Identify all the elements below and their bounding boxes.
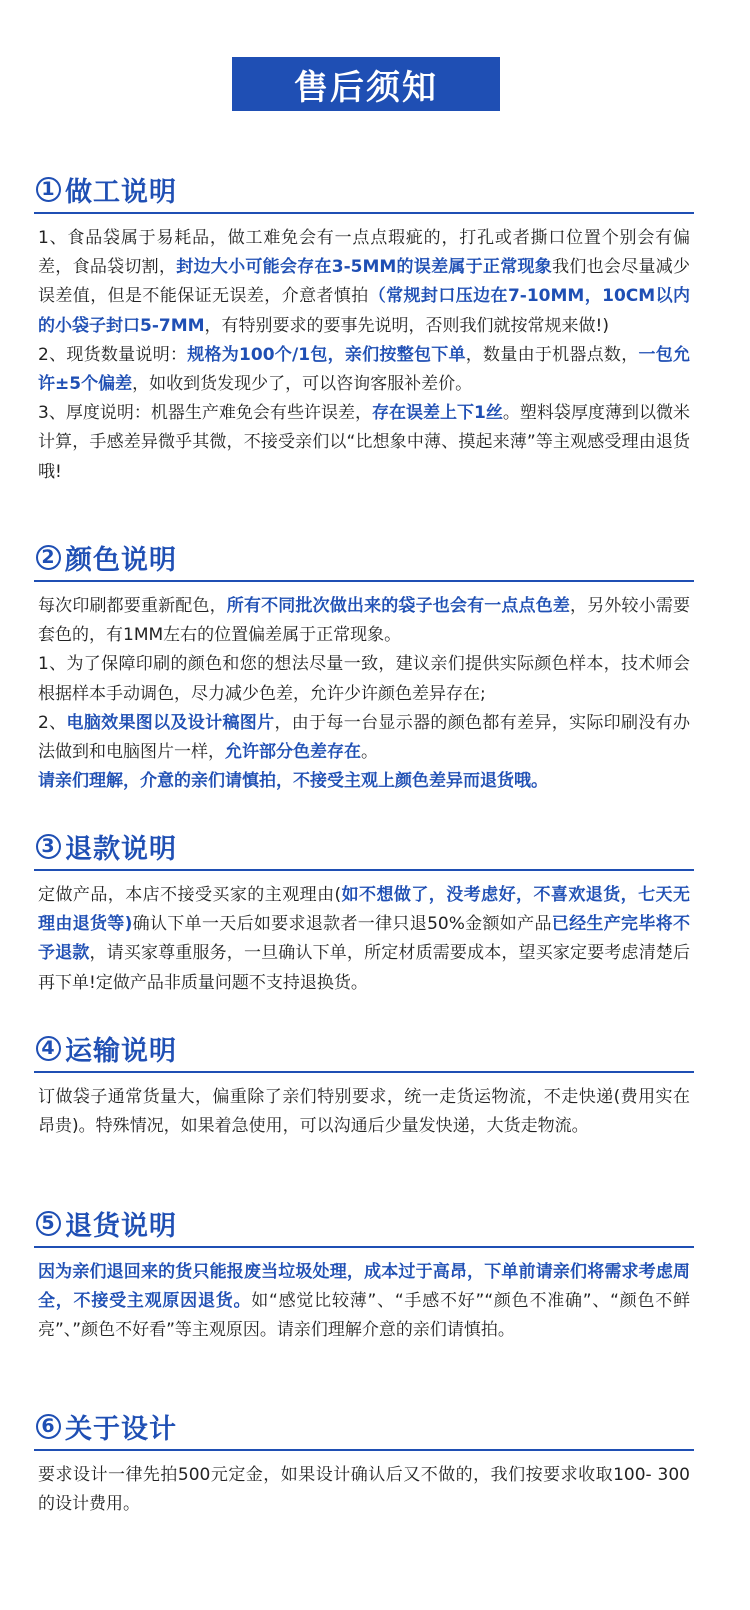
paragraph: [38, 1083, 690, 1141]
section-divider: [34, 580, 694, 582]
section-body: [34, 1461, 694, 1519]
section-heading: [34, 1407, 694, 1445]
highlighted-text: 所有不同批次做出来的袋子也会有一点点色差: [226, 596, 571, 616]
section-divider: [34, 1246, 694, 1248]
body-text: 订做袋子通常货量大，偏重除了亲们特别要求，统一走货运物流，不走快递(费用实在昂贵)。特殊情况，如果着急使用，可以沟通后少量发快递，大货走物流。: [38, 1087, 690, 1137]
page-title: 售后须知: [294, 67, 438, 108]
paragraph: [38, 1258, 690, 1346]
section-workmanship: [34, 170, 694, 487]
body-text: 。: [361, 742, 378, 763]
body-text: 确认下单一天后如要求退款者一律只退50%金额如产品: [132, 914, 552, 935]
body-text: 每次印刷都要重新配色，: [38, 596, 227, 616]
paragraph: [38, 224, 690, 341]
body-text: 如“感觉比较薄”、“手感不好”“颜色不准确”、“颜色不鲜亮”、”颜色不好看”等主观原因。请亲们理解介意的亲们请慎拍。: [38, 1291, 691, 1341]
paragraph: [38, 767, 690, 796]
section-divider: [34, 1449, 694, 1451]
body-text: 要求设计一律先拍500元定金，如果设计确认后又不做的，我们按要求收取100- 300的设计费用。: [38, 1465, 690, 1515]
section-body: [34, 1258, 694, 1346]
section-design: [34, 1407, 694, 1519]
circled-number-icon: 4: [36, 1036, 61, 1061]
section-color: [34, 538, 694, 796]
highlighted-text: 一包允许±5个偏差: [38, 344, 691, 395]
paragraph: [38, 1461, 690, 1519]
section-divider: [34, 1071, 694, 1073]
body-text: 3、厚度说明：机器生产难免会有些许误差，: [38, 403, 372, 424]
paragraph: [38, 592, 690, 650]
body-text: 1、为了保障印刷的颜色和您的想法尽量一致，建议亲们提供实际颜色样本，技术师会根据样本手动调色，尽力减少色差，允许少许颜色差异存在;: [38, 654, 690, 704]
body-text: ，数量由于机器点数，: [465, 344, 639, 365]
highlighted-text: 已经生产完毕将不予退款: [38, 914, 690, 964]
highlighted-text: 如不想做了，没考虑好，不喜欢退货，七天无理由退货等): [38, 885, 690, 935]
highlighted-text: 因为亲们退回来的货只能报废当垃圾处理，成本过于高昂，下单前请亲们将需求考虑周全，不接受主观原因退货。: [38, 1262, 690, 1312]
section-returns: [34, 1204, 694, 1346]
body-text: 2、: [38, 712, 67, 733]
body-text: 。塑料袋厚度薄到以微米计算，手感差异微乎其微，不接受亲们以“比想象中薄、摸起来薄”等主观感受理由退货哦!: [38, 403, 690, 482]
body-text: ，由于每一台显示器的颜色都有差异，实际印刷没有办法做到和电脑图片一样，: [38, 712, 691, 763]
section-heading: [34, 538, 694, 576]
highlighted-text: 电脑效果图以及设计稿图片: [66, 712, 275, 733]
section-title: 关于设计: [65, 1413, 177, 1445]
paragraph: [38, 341, 690, 399]
page-title-banner: [232, 57, 500, 111]
section-refund: [34, 827, 694, 998]
highlighted-text: 规格为100个/1包，亲们按整包下单: [187, 344, 466, 365]
highlighted-text: （常规封口压边在7-10MM，10CM以内的小袋子封口5-7MM: [38, 286, 690, 336]
section-title: 颜色说明: [65, 544, 177, 576]
section-heading: [34, 827, 694, 865]
highlighted-text: 封边大小可能会存在3-5MM的误差属于正常现象: [176, 257, 553, 278]
body-text: ，请买家尊重服务，一旦确认下单，所定材质需要成本，望买家定要考虑清楚后再下单!定做产品非质量问题不支持退换货。: [38, 943, 691, 993]
section-shipping: [34, 1029, 694, 1141]
circled-number-icon: 2: [36, 545, 61, 570]
circled-number-icon: 5: [36, 1211, 61, 1236]
circled-number-icon: 3: [36, 834, 61, 859]
body-text: 1、食品袋属于易耗品，做工难免会有一点点瑕疵的，打孔或者撕口位置个别会有偏差，食品袋切割，: [38, 228, 690, 278]
section-body: [34, 592, 694, 796]
paragraph: [38, 709, 690, 767]
body-text: 我们也会尽量减少误差值，但是不能保证无误差，介意者慎拍: [38, 257, 691, 307]
highlighted-text: 存在误差上下1丝: [372, 403, 503, 424]
section-title: 运输说明: [65, 1035, 177, 1067]
body-text: 定做产品，本店不接受买家的主观理由(: [38, 885, 342, 905]
section-body: [34, 881, 694, 998]
highlighted-text: 允许部分色差存在: [225, 742, 361, 763]
body-text: ，有特别要求的要事先说明，否则我们就按常规来做!): [204, 315, 609, 336]
body-text: 2、现货数量说明：: [38, 344, 188, 365]
section-divider: [34, 869, 694, 871]
circled-number-icon: 6: [36, 1414, 61, 1439]
circled-number-icon: 1: [36, 177, 61, 202]
highlighted-text: 请亲们理解，介意的亲们请慎拍，不接受主观上颜色差异而退货哦。: [38, 771, 548, 792]
section-title: 做工说明: [65, 176, 177, 208]
section-heading: [34, 1029, 694, 1067]
paragraph: [38, 881, 690, 998]
section-divider: [34, 212, 694, 214]
section-body: [34, 1083, 694, 1141]
paragraph: [38, 399, 690, 487]
body-text: ，如收到货发现少了，可以咨询客服补差价。: [132, 374, 473, 395]
section-heading: [34, 1204, 694, 1242]
section-title: 退款说明: [65, 833, 177, 865]
section-body: [34, 224, 694, 487]
paragraph: [38, 650, 690, 708]
section-heading: [34, 170, 694, 208]
body-text: ，另外较小需要套色的，有1MM左右的位置偏差属于正常现象。: [38, 596, 691, 646]
section-title: 退货说明: [65, 1210, 177, 1242]
